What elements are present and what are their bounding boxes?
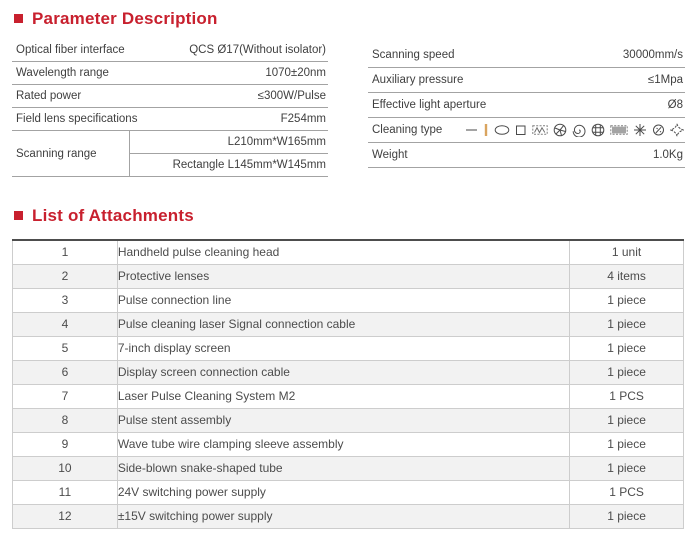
attachment-quantity: 1 piece	[570, 312, 684, 336]
attachment-row	[13, 480, 684, 504]
attachments-table	[12, 239, 684, 529]
param-row-cleaning-type	[368, 118, 685, 143]
attachments-heading	[14, 205, 697, 226]
attachment-number: 4	[13, 312, 118, 336]
attachment-row	[13, 384, 684, 408]
stripe-fill-icon	[610, 123, 628, 137]
attachment-name: Side-blown snake-shaped tube	[117, 456, 569, 480]
attachment-number: 12	[13, 504, 118, 528]
attachments-heading-title: List of Attachments	[32, 205, 194, 225]
scanning-range-values	[130, 131, 328, 176]
red-square-bullet-icon	[14, 14, 23, 23]
param-value: ≤300W/Pulse	[257, 90, 326, 102]
attachment-number: 1	[13, 240, 118, 264]
param-label: Optical fiber interface	[16, 44, 125, 56]
attachment-name: Pulse cleaning laser Signal connection cable	[117, 312, 569, 336]
attachment-row	[13, 240, 684, 264]
param-row	[12, 85, 328, 108]
attachment-quantity: 4 items	[570, 264, 684, 288]
attachment-name: Pulse stent assembly	[117, 408, 569, 432]
attachment-row	[13, 312, 684, 336]
attachment-number: 9	[13, 432, 118, 456]
attachment-number: 11	[13, 480, 118, 504]
param-row	[368, 93, 685, 118]
attachment-quantity: 1 piece	[570, 432, 684, 456]
param-value: ≤1Mpa	[647, 74, 683, 86]
zigzag-fill-icon	[532, 123, 548, 137]
attachment-row	[13, 456, 684, 480]
param-label: Scanning speed	[372, 49, 455, 61]
param-row	[12, 108, 328, 131]
param-value: QCS Ø17(Without isolator)	[189, 44, 326, 56]
param-label: Cleaning type	[372, 124, 443, 136]
parameters-heading	[14, 8, 697, 29]
param-value: Rectangle L145mm*W145mm	[172, 158, 326, 171]
dash-line-icon	[465, 123, 478, 137]
attachment-name: 7-inch display screen	[117, 336, 569, 360]
attachment-name: Wave tube wire clamping sleeve assembly	[117, 432, 569, 456]
sector-circle-icon	[553, 123, 567, 137]
param-row	[368, 68, 685, 93]
param-label: Field lens specifications	[16, 113, 138, 125]
spiral-icon	[572, 123, 586, 137]
attachment-quantity: 1 piece	[570, 336, 684, 360]
param-value: Ø8	[667, 99, 683, 111]
vertical-line-icon	[483, 123, 489, 137]
attachment-row	[13, 264, 684, 288]
param-label: Effective light aperture	[372, 99, 487, 111]
attachment-quantity: 1 piece	[570, 504, 684, 528]
param-value: F254mm	[280, 113, 326, 125]
attachment-row	[13, 408, 684, 432]
param-label: Weight	[372, 149, 408, 161]
square-icon	[515, 123, 527, 137]
attachment-name: Handheld pulse cleaning head	[117, 240, 569, 264]
attachment-number: 10	[13, 456, 118, 480]
diamond-outline-icon	[670, 123, 684, 137]
param-value: 30000mm/s	[622, 49, 683, 61]
param-row	[12, 62, 328, 85]
param-row-scanning-range	[12, 131, 328, 177]
attachment-quantity: 1 piece	[570, 456, 684, 480]
param-value: 1.0Kg	[652, 149, 683, 161]
cleaning-type-icons	[465, 123, 685, 137]
parameters-heading-title: Parameter Description	[32, 8, 218, 28]
param-row	[368, 43, 685, 68]
parameters-section	[0, 39, 697, 177]
attachment-number: 5	[13, 336, 118, 360]
attachment-name: Pulse connection line	[117, 288, 569, 312]
red-square-bullet-icon	[14, 211, 23, 220]
param-label: Wavelength range	[16, 67, 109, 79]
grid-sphere-icon	[591, 123, 605, 137]
parameters-left-table	[12, 39, 328, 177]
attachment-quantity: 1 piece	[570, 288, 684, 312]
attachment-number: 6	[13, 360, 118, 384]
attachment-name: 24V switching power supply	[117, 480, 569, 504]
attachment-quantity: 1 PCS	[570, 384, 684, 408]
param-value: 1070±20nm	[265, 67, 326, 79]
attachment-row	[13, 432, 684, 456]
ellipse-icon	[494, 123, 510, 137]
param-row	[368, 143, 685, 168]
attachment-name: ±15V switching power supply	[117, 504, 569, 528]
attachment-row	[13, 504, 684, 528]
attachment-number: 7	[13, 384, 118, 408]
attachment-quantity: 1 unit	[570, 240, 684, 264]
attachment-row	[13, 360, 684, 384]
attachment-row	[13, 336, 684, 360]
parameters-right-table	[368, 39, 685, 177]
attachment-number: 3	[13, 288, 118, 312]
attachment-name: Protective lenses	[117, 264, 569, 288]
attachment-number: 8	[13, 408, 118, 432]
star-icon	[633, 123, 647, 137]
param-label: Auxiliary pressure	[372, 74, 464, 86]
attachment-quantity: 1 PCS	[570, 480, 684, 504]
attachment-name: Laser Pulse Cleaning System M2	[117, 384, 569, 408]
param-label: Rated power	[16, 90, 82, 102]
param-value: L210mm*W165mm	[130, 131, 328, 154]
attachment-quantity: 1 piece	[570, 408, 684, 432]
attachment-quantity: 1 piece	[570, 360, 684, 384]
attachment-row	[13, 288, 684, 312]
param-row	[12, 39, 328, 62]
attachment-name: Display screen connection cable	[117, 360, 569, 384]
attachment-number: 2	[13, 264, 118, 288]
circle-slash-icon	[652, 123, 665, 137]
param-label: Scanning range	[12, 131, 130, 176]
